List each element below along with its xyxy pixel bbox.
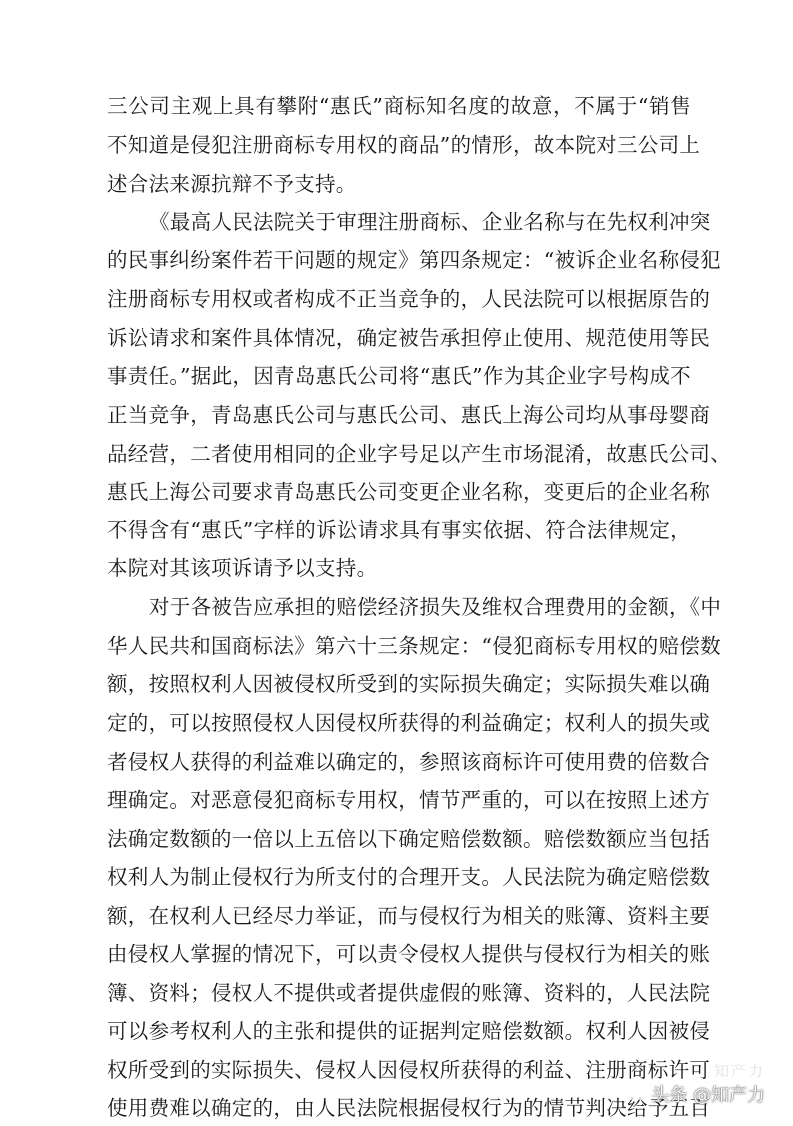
text-line: 可以参考权利人的主张和提供的证据判定赔偿数额。权利人因被侵 xyxy=(107,1019,711,1043)
text-line: 额，按照权利人因被侵权所受到的实际损失确定；实际损失难以确 xyxy=(107,672,711,696)
text-line: 述合法来源抗辩不予支持。 xyxy=(107,172,357,196)
text-line: 法确定数额的一倍以上五倍以下确定赔偿数额。赔偿数额应当包括 xyxy=(107,827,711,851)
text-line: 使用费难以确定的，由人民法院根据侵权行为的情节判决给予五百 xyxy=(107,1096,711,1120)
text-line: 理确定。对恶意侵犯商标专用权，情节严重的，可以在按照上述方 xyxy=(107,788,711,812)
text-line: 权所受到的实际损失、侵权人因侵权所获得的利益、注册商标许可 xyxy=(107,1058,711,1082)
text-line: 不得含有“惠氏”字样的诉讼请求具有事实依据、符合法律规定， xyxy=(107,518,691,542)
text-line: 三公司主观上具有攀附“惠氏”商标知名度的故意，不属于“销售 xyxy=(107,94,691,118)
text-line: 诉讼请求和案件具体情况，确定被告承担停止使用、规范使用等民 xyxy=(107,326,711,350)
text-line: 权利人为制止侵权行为所支付的合理开支。人民法院为确定赔偿数 xyxy=(107,865,711,889)
watermark-text: 头条 @知产力 xyxy=(651,1085,765,1106)
text-line: 本院对其该项诉请予以支持。 xyxy=(107,556,378,580)
text-line: 由侵权人掌握的情况下，可以责令侵权人提供与侵权行为相关的账 xyxy=(107,942,711,966)
text-line: 正当竞争，青岛惠氏公司与惠氏公司、惠氏上海公司均从事母婴商 xyxy=(107,403,711,427)
text-line: 者侵权人获得的利益难以确定的，参照该商标许可使用费的倍数合 xyxy=(107,750,711,774)
text-line: 注册商标专用权或者构成不正当竞争的，人民法院可以根据原告的 xyxy=(107,287,711,311)
camera-icon xyxy=(625,1083,645,1106)
text-line: 簿、资料；侵权人不提供或者提供虚假的账簿、资料的，人民法院 xyxy=(107,981,711,1005)
faint-watermark: 知产力 xyxy=(713,1062,765,1080)
text-line: 品经营，二者使用相同的企业字号足以产生市场混淆，故惠氏公司、 xyxy=(107,442,731,466)
text-line: 不知道是侵犯注册商标专用权的商品”的情形，故本院对三公司上 xyxy=(107,133,701,157)
toutiao-watermark xyxy=(625,1082,765,1106)
text-line: 《最高人民法院关于审理注册商标、企业名称与在先权利冲突 xyxy=(149,210,711,234)
text-line: 华人民共和国商标法》第六十三条规定：“侵犯商标专用权的赔偿数 xyxy=(107,634,721,658)
text-line: 对于各被告应承担的赔偿经济损失及维权合理费用的金额，《中 xyxy=(149,595,722,619)
text-line: 的民事纠纷案件若干问题的规定》第四条规定：“被诉企业名称侵犯 xyxy=(107,248,721,272)
text-line: 事责任。”据此，因青岛惠氏公司将“惠氏”作为其企业字号构成不 xyxy=(107,364,691,388)
text-line: 额，在权利人已经尽力举证，而与侵权行为相关的账簿、资料主要 xyxy=(107,904,711,928)
text-line: 惠氏上海公司要求青岛惠氏公司变更企业名称，变更后的企业名称 xyxy=(107,480,711,504)
text-line: 定的，可以按照侵权人因侵权所获得的利益确定；权利人的损失或 xyxy=(107,711,711,735)
